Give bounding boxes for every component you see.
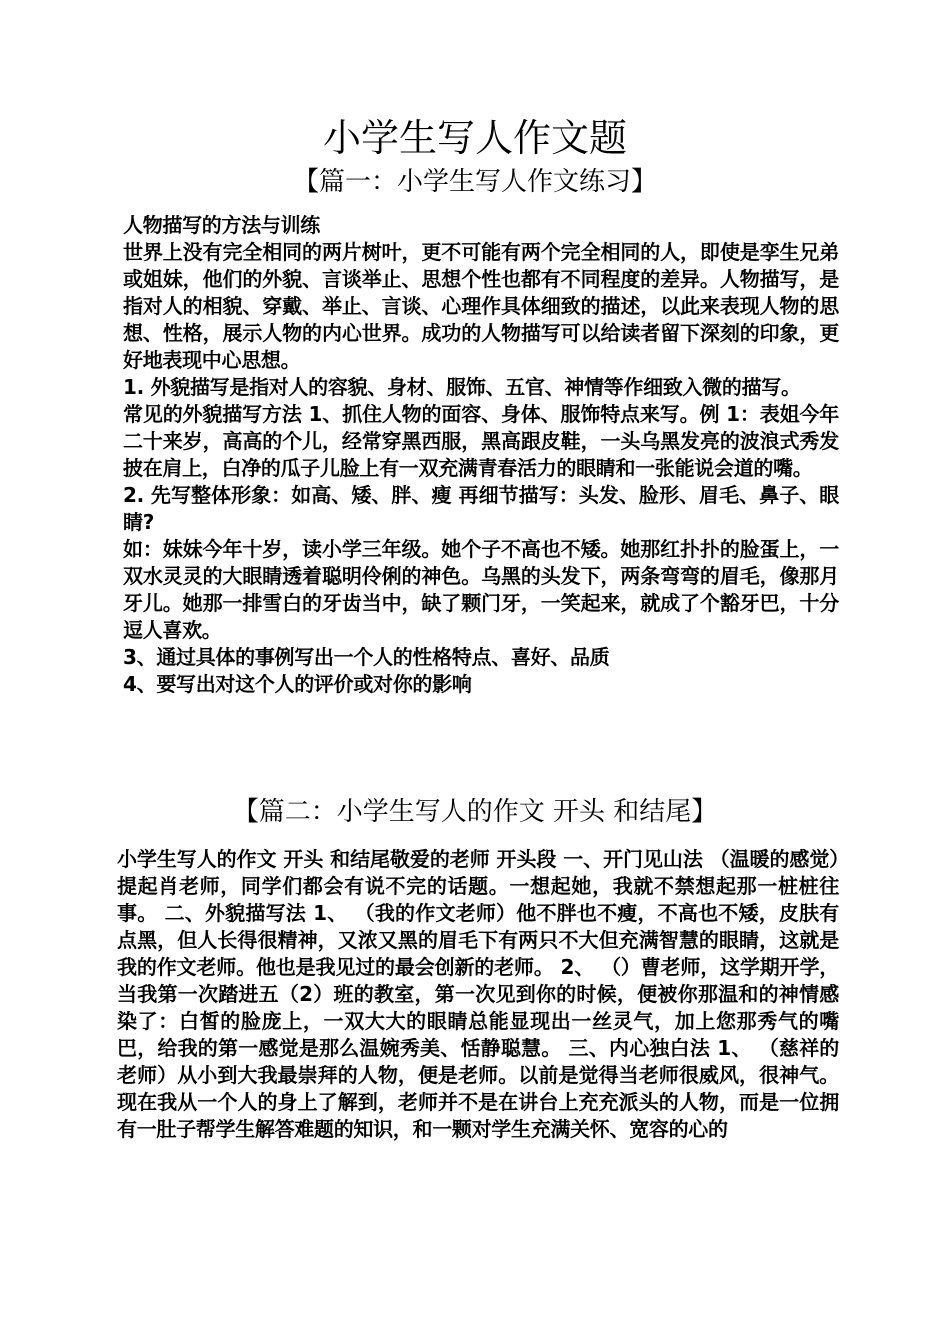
section-2-body [117,846,839,1143]
section-1-paragraph: 2. 先写整体形象：如高、矮、胖、瘦 再细节描写：头发、脸形、眉毛、鼻子、眼睛? [123,483,839,534]
section-1-paragraph: 3、通过具体的事例写出一个人的性格特点、喜好、品质 [123,645,610,669]
document-title: 小学生写人作文题 [322,116,627,160]
section-1-title: 【篇一：小学生写人作文练习】 [292,167,657,197]
section-1-paragraph: 1. 外貌描写是指对人的容貌、身材、服饰、五官、神情等作细致入微的描写。 [123,375,801,399]
section-1-paragraph: 常见的外貌描写方法 1、抓住人物的面容、身体、服饰特点来写。例 1：表姐今年二十来岁，高高的个儿，经常穿黑西服，黑高跟皮鞋，一头乌黑发亮的波浪式秀发披在肩上，白净的瓜子儿脸上有一双充满青春活力的眼睛和一张能说会道的嘴。 [123,402,839,480]
section-1-heading: 人物描写的方法与训练 [123,213,320,237]
section-2-title: 【篇二：小学生写人的作文 开头 和结尾】 [232,797,718,827]
section-1-paragraph: 4、要写出对这个人的评价或对你的影响 [123,672,472,696]
section-1-body [117,212,839,698]
section-2-paragraph: 小学生写人的作文 开头 和结尾敬爱的老师 开头段 一、开门见山法 （温暖的感觉）提起肖老师，同学们都会有说不完的话题。一想起她，我就不禁想起那一桩桩往事。 二、外貌描写法 1、 （我的作文老师）他不胖也不瘦，不高也不矮，皮肤有点黑，但人长得很精神，又浓又黑的眉毛下有两只不大但充满智慧的眼睛，这就是我的作文老师。他也是我见过的最会创新的老师。 2、 （）曹老师，这学期开学，当我第一次踏进五（2）班的教室，第一次见到你的时候，便被你那温和的神情感染了：白皙的脸庞上，一双大大的眼睛总能显现出一丝灵气，加上您那秀气的嘴巴，给我的第一感觉是那么温婉秀美、恬静聪慧。 三、内心独白法 1、 （慈祥的老师）从小到大我最崇拜的人物，便是老师。以前是觉得当老师很威风，很神气。现在我从一个人的身上了解到，老师并不是在讲台上充充派头的人物，而是一位拥有一肚子帮学生解答难题的知识，和一颗对学生充满关怀、宽容的心的 [117,847,839,1141]
section-1-paragraph: 如：妹妹今年十岁，读小学三年级。她个子不高也不矮。她那红扑扑的脸蛋上，一双水灵灵的大眼睛透着聪明伶俐的神色。乌黑的头发下，两条弯弯的眉毛，像那月牙儿。她那一排雪白的牙齿当中，缺了颗门牙，一笑起来，就成了个豁牙巴，十分逗人喜欢。 [123,537,839,642]
section-1-paragraph: 世界上没有完全相同的两片树叶，更不可能有两个完全相同的人，即使是孪生兄弟或姐妹，他们的外貌、言谈举止、思想个性也都有不同程度的差异。人物描写，是指对人的相貌、穿戴、举止、言谈、心理作具体细致的描述，以此来表现人物的思想、性格，展示人物的内心世界。成功的人物描写可以给读者留下深刻的印象，更好地表现中心思想。 [123,240,839,372]
